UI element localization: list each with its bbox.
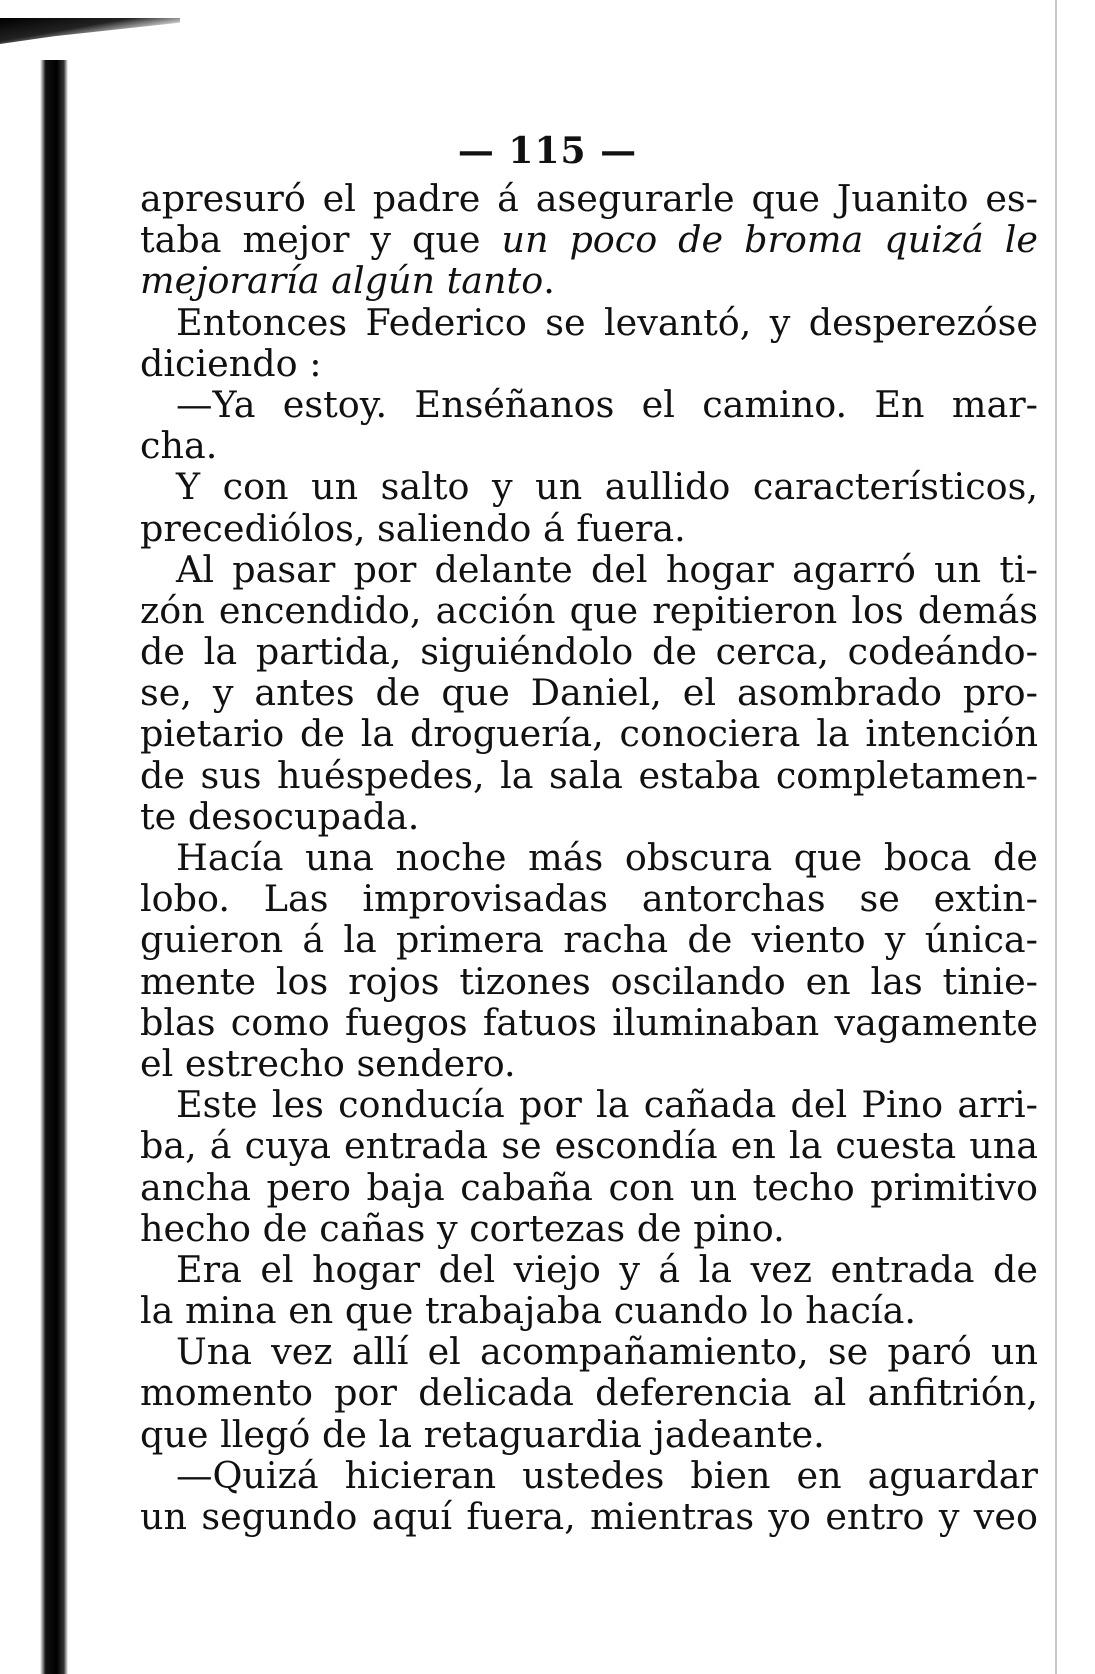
text-line — [140, 837, 1038, 878]
text-line — [140, 302, 1038, 343]
text-run: te desocupada. — [140, 794, 420, 838]
binding-edge — [40, 60, 68, 1674]
text-run: mente los rojos tizones oscilando en las tinie- — [140, 959, 1038, 1003]
text-line — [140, 1372, 1038, 1413]
text-run: diciendo : — [140, 341, 322, 385]
text-run: ba, á cuya entrada se escondía en la cuesta una — [140, 1124, 1038, 1168]
text-run: —Quizá hicieran ustedes bien en aguardar — [176, 1453, 1038, 1497]
text-run: se, y antes de que Daniel, el asombrado pro- — [140, 671, 1038, 715]
italic-text-run: un poco de broma quizá le — [501, 218, 1038, 262]
text-run: un segundo aquí fuera, mientras yo entro y veo — [140, 1495, 1038, 1538]
text-line — [140, 631, 1038, 672]
text-run: zón encendido, acción que repitieron los demás — [140, 588, 1038, 632]
text-line — [140, 384, 1038, 425]
text-line — [140, 961, 1038, 1002]
italic-text-run: mejoraría algún tanto — [140, 259, 544, 303]
body-text — [140, 178, 1038, 1537]
text-line — [140, 343, 1038, 384]
text-line — [140, 1455, 1038, 1496]
page-right-edge — [1055, 0, 1057, 1674]
text-run: la mina en que trabajaba cuando lo hacía. — [140, 1289, 916, 1333]
text-run: de la partida, siguiéndolo de cerca, codeándo- — [140, 630, 1038, 674]
text-run: pietario de la droguería, conociera la intención — [140, 712, 1038, 756]
text-run: —Ya estoy. Enséñanos el camino. En mar- — [176, 382, 1038, 426]
text-run: Era el hogar del viejo y á la vez entrada de — [176, 1247, 1038, 1291]
text-line — [140, 425, 1038, 466]
text-line — [140, 466, 1038, 507]
text-line — [140, 1002, 1038, 1043]
text-line — [140, 672, 1038, 713]
text-run: Este les conducía por la cañada del Pino arri- — [176, 1083, 1038, 1127]
text-line — [140, 1496, 1038, 1537]
text-run: . — [543, 259, 555, 303]
text-run: Al pasar por delante del hogar agarró un ti- — [176, 547, 1038, 591]
text-line — [140, 1208, 1038, 1249]
page-corner-shadow — [0, 18, 180, 44]
text-line — [140, 796, 1038, 837]
text-line — [140, 1084, 1038, 1125]
text-run: Entonces Federico se levantó, y desperezóse — [176, 300, 1038, 344]
text-line — [140, 219, 1038, 260]
text-line — [140, 1414, 1038, 1455]
text-line — [140, 1167, 1038, 1208]
text-run: Una vez allí el acompañamiento, se paró un — [176, 1330, 1038, 1374]
text-run: apresuró el padre á asegurarle que Juanito es- — [140, 177, 1038, 220]
text-run: ancha pero baja cabaña con un techo primitivo — [140, 1165, 1038, 1209]
text-line — [140, 1125, 1038, 1166]
text-run: cha. — [140, 424, 218, 468]
text-run: taba mejor y que — [140, 218, 502, 262]
text-run: precediólos, saliendo á fuera. — [140, 506, 686, 550]
text-line — [140, 919, 1038, 960]
text-line — [140, 755, 1038, 796]
text-line — [140, 1290, 1038, 1331]
text-line — [140, 178, 1038, 219]
text-run: blas como fuegos fatuos iluminaban vagamente — [140, 1000, 1038, 1044]
text-run: lobo. Las improvisadas antorchas se extin- — [140, 877, 1038, 921]
page-number: — 115 — — [457, 130, 638, 172]
text-line — [140, 1331, 1038, 1372]
text-run: el estrecho sendero. — [140, 1041, 516, 1085]
text-run: hecho de cañas y cortezas de pino. — [140, 1206, 785, 1250]
text-line — [140, 1043, 1038, 1084]
text-line — [140, 549, 1038, 590]
book-spine-shadow — [0, 0, 90, 1674]
text-run: guieron á la primera racha de viento y única- — [140, 918, 1038, 962]
text-line — [140, 713, 1038, 754]
text-line — [140, 878, 1038, 919]
text-line — [140, 1249, 1038, 1290]
text-run: de sus huéspedes, la sala estaba completamen- — [140, 753, 1038, 797]
text-run: momento por delicada deferencia al anfitrión, — [140, 1371, 1038, 1415]
text-line — [140, 590, 1038, 631]
text-line — [140, 260, 1038, 301]
text-run: Y con un salto y un aullido característicos, — [176, 465, 1038, 509]
text-run: Hacía una noche más obscura que boca de — [176, 836, 1038, 879]
text-line — [140, 508, 1038, 549]
text-run: que llegó de la retaguardia jadeante. — [140, 1412, 825, 1456]
